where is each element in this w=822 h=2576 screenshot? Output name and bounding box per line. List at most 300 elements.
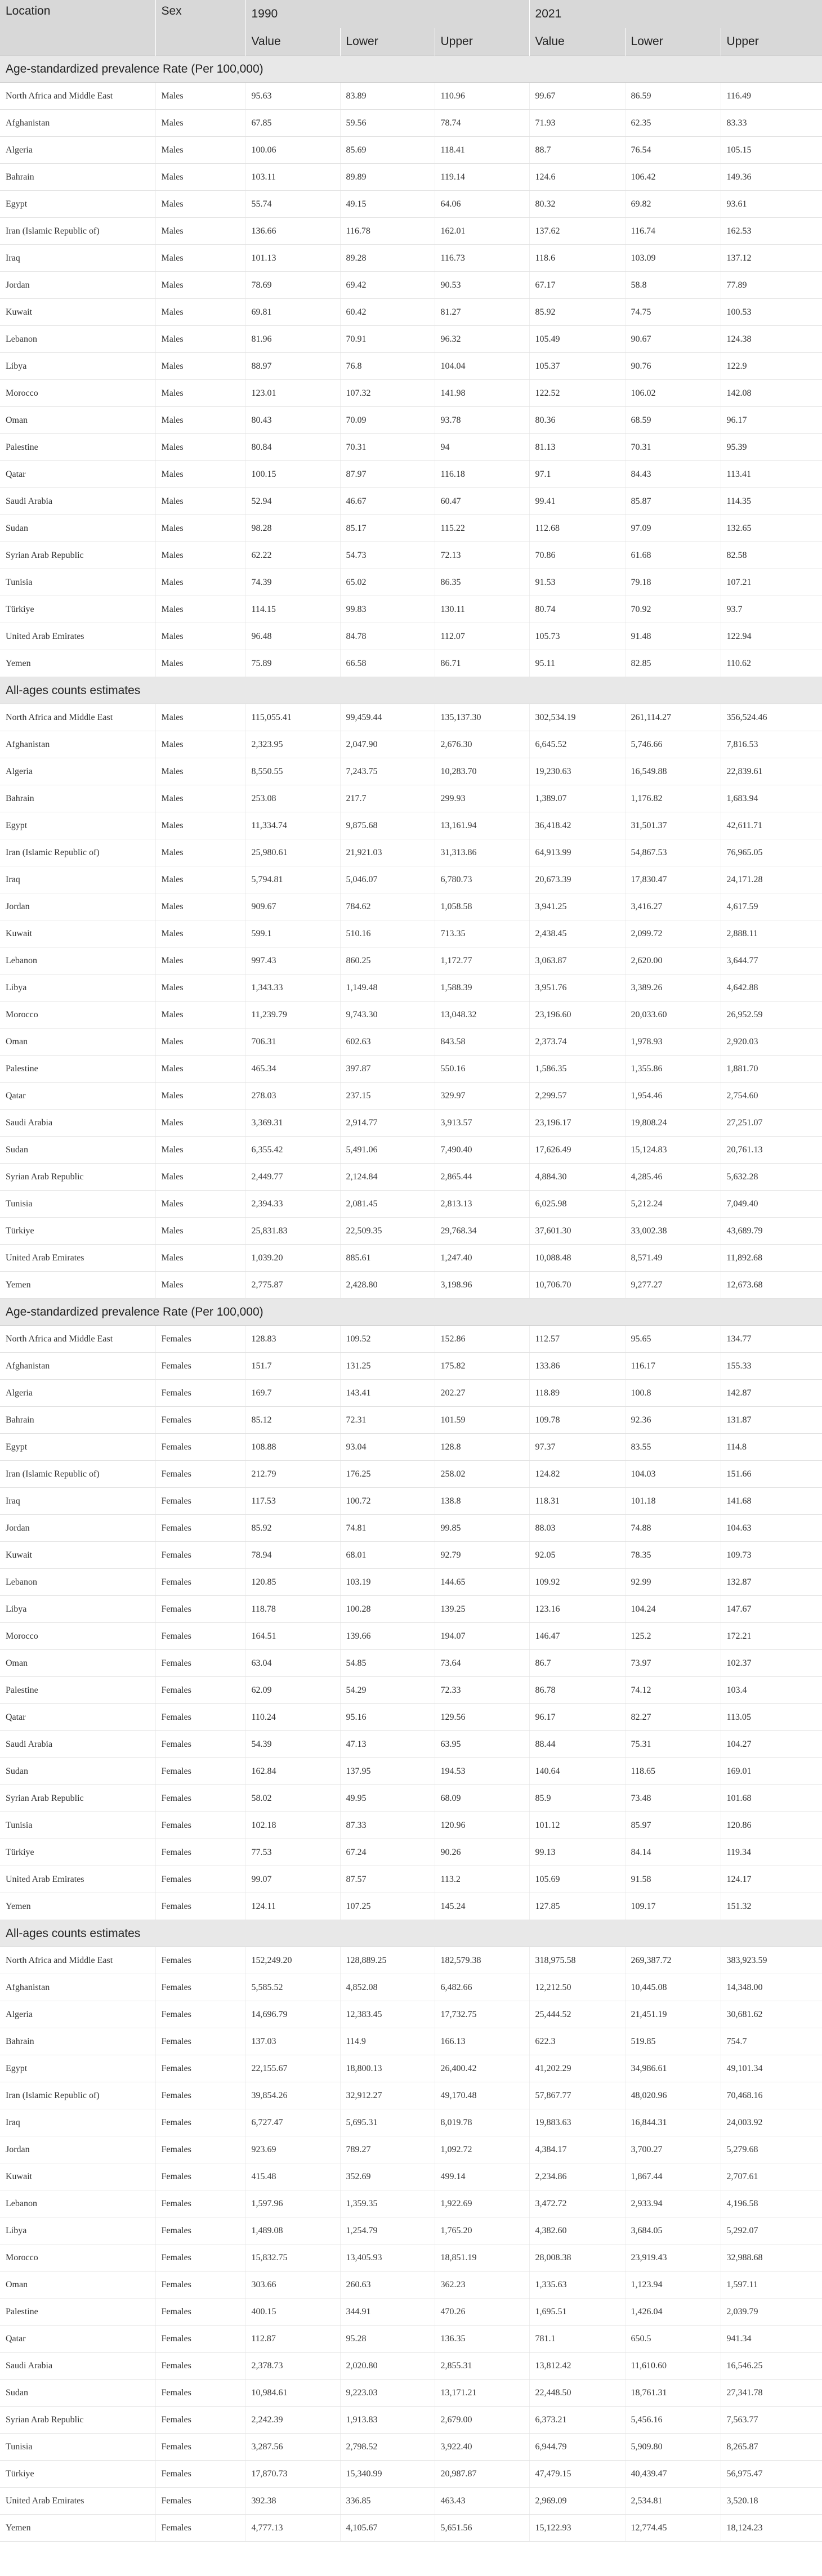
cell-lower-1990: 69.42 (340, 272, 435, 299)
cell-lower-2021: 20,033.60 (625, 1001, 721, 1028)
cell-sex: Females (155, 2163, 245, 2190)
table-row (0, 191, 822, 218)
cell-value-1990: 465.34 (245, 1056, 340, 1083)
cell-value-1990: 8,550.55 (245, 758, 340, 785)
cell-lower-2021: 86.59 (625, 83, 721, 110)
cell-sex: Males (155, 164, 245, 191)
cell-value-2021: 302,534.19 (529, 704, 625, 731)
cell-lower-1990: 59.56 (340, 110, 435, 137)
table-row (0, 2217, 822, 2244)
cell-sex: Males (155, 839, 245, 866)
cell-value-2021: 105.73 (529, 623, 625, 650)
cell-upper-1990: 99.85 (435, 1515, 529, 1542)
cell-value-1990: 11,334.74 (245, 812, 340, 839)
cell-location: Bahrain (0, 785, 155, 812)
cell-upper-1990: 3,922.40 (435, 2434, 529, 2461)
cell-sex: Males (155, 1272, 245, 1299)
cell-lower-2021: 5,212.24 (625, 1191, 721, 1218)
cell-value-2021: 23,196.17 (529, 1110, 625, 1137)
table-row (0, 2190, 822, 2217)
cell-lower-2021: 118.65 (625, 1758, 721, 1785)
cell-sex: Males (155, 1218, 245, 1245)
table-row (0, 164, 822, 191)
cell-lower-1990: 99.83 (340, 596, 435, 623)
cell-lower-2021: 69.82 (625, 191, 721, 218)
cell-upper-2021: 82.58 (721, 542, 822, 569)
cell-upper-1990: 94 (435, 434, 529, 461)
cell-lower-2021: 19,808.24 (625, 1110, 721, 1137)
cell-upper-2021: 120.86 (721, 1812, 822, 1839)
cell-upper-1990: 110.96 (435, 83, 529, 110)
cell-upper-1990: 2,855.31 (435, 2353, 529, 2380)
cell-upper-1990: 194.07 (435, 1623, 529, 1650)
cell-upper-2021: 24,171.28 (721, 866, 822, 893)
cell-lower-2021: 3,416.27 (625, 893, 721, 920)
cell-upper-1990: 1,247.40 (435, 1245, 529, 1272)
cell-location: Iran (Islamic Republic of) (0, 2082, 155, 2109)
cell-value-1990: 78.94 (245, 1542, 340, 1569)
cell-value-1990: 25,831.83 (245, 1218, 340, 1245)
cell-location: Jordan (0, 1515, 155, 1542)
cell-value-1990: 2,394.33 (245, 1191, 340, 1218)
cell-upper-1990: 116.73 (435, 245, 529, 272)
cell-upper-1990: 118.41 (435, 137, 529, 164)
cell-lower-2021: 85.97 (625, 1812, 721, 1839)
table-row (0, 2434, 822, 2461)
cell-value-2021: 99.13 (529, 1839, 625, 1866)
cell-upper-1990: 115.22 (435, 515, 529, 542)
cell-value-2021: 70.86 (529, 542, 625, 569)
cell-value-1990: 62.22 (245, 542, 340, 569)
table-row (0, 488, 822, 515)
table-row (0, 1812, 822, 1839)
cell-location: Oman (0, 407, 155, 434)
table-row (0, 2055, 822, 2082)
cell-lower-2021: 104.03 (625, 1461, 721, 1488)
cell-upper-1990: 120.96 (435, 1812, 529, 1839)
cell-upper-1990: 329.97 (435, 1083, 529, 1110)
header-value-1990: Value (245, 28, 340, 56)
cell-value-1990: 392.38 (245, 2488, 340, 2515)
cell-value-2021: 2,969.09 (529, 2488, 625, 2515)
table-row (0, 1974, 822, 2001)
cell-value-2021: 123.16 (529, 1596, 625, 1623)
table-row (0, 1515, 822, 1542)
table-row (0, 2244, 822, 2271)
cell-upper-1990: 93.78 (435, 407, 529, 434)
cell-sex: Females (155, 1461, 245, 1488)
cell-upper-2021: 155.33 (721, 1353, 822, 1380)
cell-upper-1990: 81.27 (435, 299, 529, 326)
cell-upper-2021: 5,632.28 (721, 1164, 822, 1191)
cell-value-1990: 67.85 (245, 110, 340, 137)
cell-lower-2021: 116.74 (625, 218, 721, 245)
cell-lower-2021: 125.2 (625, 1623, 721, 1650)
cell-upper-1990: 101.59 (435, 1407, 529, 1434)
cell-lower-1990: 5,695.31 (340, 2109, 435, 2136)
cell-lower-1990: 1,359.35 (340, 2190, 435, 2217)
section-title: Age-standardized prevalence Rate (Per 100,000) (0, 1299, 822, 1326)
cell-location: Saudi Arabia (0, 1731, 155, 1758)
cell-sex: Females (155, 2109, 245, 2136)
cell-value-2021: 25,444.52 (529, 2001, 625, 2028)
cell-sex: Males (155, 461, 245, 488)
cell-upper-2021: 93.7 (721, 596, 822, 623)
cell-upper-1990: 362.23 (435, 2271, 529, 2298)
table-row (0, 1191, 822, 1218)
table-row (0, 704, 822, 731)
cell-sex: Females (155, 1488, 245, 1515)
cell-sex: Males (155, 650, 245, 677)
cell-sex: Females (155, 2244, 245, 2271)
cell-lower-2021: 261,114.27 (625, 704, 721, 731)
cell-value-1990: 114.15 (245, 596, 340, 623)
cell-value-2021: 2,234.86 (529, 2163, 625, 2190)
cell-value-2021: 781.1 (529, 2325, 625, 2353)
cell-lower-1990: 54.73 (340, 542, 435, 569)
table-row (0, 1785, 822, 1812)
cell-upper-1990: 138.8 (435, 1488, 529, 1515)
cell-lower-2021: 90.76 (625, 353, 721, 380)
cell-upper-1990: 152.86 (435, 1326, 529, 1353)
cell-upper-2021: 93.61 (721, 191, 822, 218)
cell-sex: Females (155, 2488, 245, 2515)
cell-upper-1990: 2,813.13 (435, 1191, 529, 1218)
cell-value-1990: 54.39 (245, 1731, 340, 1758)
cell-value-1990: 997.43 (245, 947, 340, 974)
cell-value-2021: 47,479.15 (529, 2461, 625, 2488)
table-row (0, 1245, 822, 1272)
header-value-2021: Value (529, 28, 625, 56)
cell-upper-1990: 145.24 (435, 1893, 529, 1920)
cell-upper-1990: 470.26 (435, 2298, 529, 2325)
cell-location: Qatar (0, 1083, 155, 1110)
cell-sex: Females (155, 1812, 245, 1839)
cell-upper-2021: 4,642.88 (721, 974, 822, 1001)
cell-lower-1990: 12,383.45 (340, 2001, 435, 2028)
cell-value-2021: 92.05 (529, 1542, 625, 1569)
cell-location: United Arab Emirates (0, 623, 155, 650)
cell-sex: Females (155, 1596, 245, 1623)
cell-upper-1990: 31,313.86 (435, 839, 529, 866)
cell-sex: Females (155, 1569, 245, 1596)
cell-value-2021: 6,944.79 (529, 2434, 625, 2461)
cell-upper-1990: 18,851.19 (435, 2244, 529, 2271)
cell-upper-2021: 114.35 (721, 488, 822, 515)
cell-value-1990: 303.66 (245, 2271, 340, 2298)
cell-location: Afghanistan (0, 1974, 155, 2001)
cell-upper-1990: 1,092.72 (435, 2136, 529, 2163)
cell-lower-2021: 92.36 (625, 1407, 721, 1434)
cell-upper-2021: 941.34 (721, 2325, 822, 2353)
cell-lower-2021: 83.55 (625, 1434, 721, 1461)
cell-upper-2021: 131.87 (721, 1407, 822, 1434)
table-row (0, 83, 822, 110)
cell-lower-2021: 62.35 (625, 110, 721, 137)
cell-lower-2021: 519.85 (625, 2028, 721, 2055)
header-upper-2021: Upper (721, 28, 822, 56)
cell-lower-1990: 65.02 (340, 569, 435, 596)
cell-location: Yemen (0, 1893, 155, 1920)
cell-lower-1990: 83.89 (340, 83, 435, 110)
cell-value-2021: 67.17 (529, 272, 625, 299)
cell-sex: Females (155, 2515, 245, 2542)
cell-lower-2021: 9,277.27 (625, 1272, 721, 1299)
table-row (0, 1650, 822, 1677)
table-row (0, 569, 822, 596)
table-row (0, 1056, 822, 1083)
cell-upper-2021: 14,348.00 (721, 1974, 822, 2001)
cell-value-1990: 77.53 (245, 1839, 340, 1866)
table-row (0, 920, 822, 947)
cell-upper-2021: 151.66 (721, 1461, 822, 1488)
cell-value-2021: 1,695.51 (529, 2298, 625, 2325)
cell-lower-2021: 2,620.00 (625, 947, 721, 974)
cell-sex: Females (155, 2380, 245, 2407)
cell-upper-1990: 68.09 (435, 1785, 529, 1812)
cell-lower-1990: 1,254.79 (340, 2217, 435, 2244)
cell-sex: Females (155, 1947, 245, 1974)
cell-upper-1990: 90.53 (435, 272, 529, 299)
cell-value-2021: 88.44 (529, 1731, 625, 1758)
cell-value-1990: 117.53 (245, 1488, 340, 1515)
cell-lower-1990: 7,243.75 (340, 758, 435, 785)
cell-location: Kuwait (0, 920, 155, 947)
cell-lower-1990: 9,743.30 (340, 1001, 435, 1028)
table-row (0, 1488, 822, 1515)
cell-sex: Females (155, 1542, 245, 1569)
table-row (0, 1947, 822, 1974)
cell-lower-1990: 87.57 (340, 1866, 435, 1893)
cell-upper-1990: 128.8 (435, 1434, 529, 1461)
cell-lower-1990: 143.41 (340, 1380, 435, 1407)
cell-value-2021: 88.03 (529, 1515, 625, 1542)
cell-value-2021: 6,025.98 (529, 1191, 625, 1218)
table-row (0, 785, 822, 812)
table-row (0, 2028, 822, 2055)
cell-upper-2021: 27,341.78 (721, 2380, 822, 2407)
cell-value-2021: 4,382.60 (529, 2217, 625, 2244)
cell-location: Saudi Arabia (0, 2353, 155, 2380)
cell-upper-1990: 135,137.30 (435, 704, 529, 731)
cell-location: Sudan (0, 1137, 155, 1164)
table-row (0, 1839, 822, 1866)
cell-location: Oman (0, 2271, 155, 2298)
cell-value-1990: 96.48 (245, 623, 340, 650)
cell-location: Morocco (0, 1623, 155, 1650)
cell-sex: Males (155, 353, 245, 380)
cell-value-2021: 6,373.21 (529, 2407, 625, 2434)
cell-value-2021: 2,438.45 (529, 920, 625, 947)
cell-lower-2021: 61.68 (625, 542, 721, 569)
cell-upper-2021: 30,681.62 (721, 2001, 822, 2028)
table-row (0, 974, 822, 1001)
cell-upper-2021: 142.08 (721, 380, 822, 407)
cell-upper-1990: 5,651.56 (435, 2515, 529, 2542)
cell-value-1990: 1,489.08 (245, 2217, 340, 2244)
table-row (0, 245, 822, 272)
cell-value-2021: 97.37 (529, 1434, 625, 1461)
cell-value-1990: 123.01 (245, 380, 340, 407)
cell-location: North Africa and Middle East (0, 704, 155, 731)
cell-sex: Females (155, 1758, 245, 1785)
cell-value-2021: 96.17 (529, 1704, 625, 1731)
cell-value-2021: 109.92 (529, 1569, 625, 1596)
table-row (0, 434, 822, 461)
cell-lower-1990: 2,124.84 (340, 1164, 435, 1191)
cell-lower-1990: 66.58 (340, 650, 435, 677)
cell-upper-2021: 383,923.59 (721, 1947, 822, 1974)
table-row (0, 299, 822, 326)
cell-value-1990: 108.88 (245, 1434, 340, 1461)
cell-upper-2021: 32,988.68 (721, 2244, 822, 2271)
cell-value-2021: 1,335.63 (529, 2271, 625, 2298)
cell-lower-1990: 21,921.03 (340, 839, 435, 866)
cell-value-1990: 128.83 (245, 1326, 340, 1353)
cell-location: Türkiye (0, 2461, 155, 2488)
cell-upper-1990: 60.47 (435, 488, 529, 515)
cell-location: Kuwait (0, 2163, 155, 2190)
cell-sex: Females (155, 2407, 245, 2434)
cell-lower-1990: 85.69 (340, 137, 435, 164)
cell-upper-1990: 2,676.30 (435, 731, 529, 758)
table-row (0, 2163, 822, 2190)
cell-lower-1990: 107.32 (340, 380, 435, 407)
cell-lower-2021: 74.88 (625, 1515, 721, 1542)
section-header-row (0, 1920, 822, 1947)
cell-lower-1990: 137.95 (340, 1758, 435, 1785)
cell-lower-1990: 5,491.06 (340, 1137, 435, 1164)
cell-upper-1990: 843.58 (435, 1028, 529, 1056)
table-row (0, 1866, 822, 1893)
cell-value-2021: 318,975.58 (529, 1947, 625, 1974)
cell-value-1990: 85.12 (245, 1407, 340, 1434)
cell-upper-2021: 26,952.59 (721, 1001, 822, 1028)
cell-value-1990: 6,355.42 (245, 1137, 340, 1164)
cell-lower-2021: 2,933.94 (625, 2190, 721, 2217)
table-row (0, 1596, 822, 1623)
cell-value-1990: 69.81 (245, 299, 340, 326)
cell-upper-2021: 5,279.68 (721, 2136, 822, 2163)
cell-sex: Males (155, 893, 245, 920)
cell-lower-2021: 101.18 (625, 1488, 721, 1515)
cell-lower-1990: 18,800.13 (340, 2055, 435, 2082)
cell-value-2021: 19,883.63 (529, 2109, 625, 2136)
cell-location: Morocco (0, 380, 155, 407)
cell-value-2021: 4,884.30 (529, 1164, 625, 1191)
cell-value-2021: 20,673.39 (529, 866, 625, 893)
cell-upper-1990: 119.14 (435, 164, 529, 191)
cell-upper-2021: 100.53 (721, 299, 822, 326)
cell-value-2021: 97.1 (529, 461, 625, 488)
cell-upper-2021: 4,617.59 (721, 893, 822, 920)
cell-sex: Females (155, 2190, 245, 2217)
cell-lower-2021: 3,684.05 (625, 2217, 721, 2244)
cell-lower-2021: 12,774.45 (625, 2515, 721, 2542)
cell-sex: Males (155, 974, 245, 1001)
cell-upper-2021: 4,196.58 (721, 2190, 822, 2217)
table-row (0, 1407, 822, 1434)
cell-value-2021: 81.13 (529, 434, 625, 461)
table-row (0, 1028, 822, 1056)
cell-location: Libya (0, 1596, 155, 1623)
cell-upper-2021: 7,816.53 (721, 731, 822, 758)
cell-upper-2021: 83.33 (721, 110, 822, 137)
table-row (0, 218, 822, 245)
cell-lower-1990: 32,912.27 (340, 2082, 435, 2109)
cell-upper-1990: 63.95 (435, 1731, 529, 1758)
cell-value-1990: 2,775.87 (245, 1272, 340, 1299)
cell-upper-1990: 258.02 (435, 1461, 529, 1488)
table-row (0, 515, 822, 542)
cell-value-2021: 118.89 (529, 1380, 625, 1407)
cell-value-2021: 95.11 (529, 650, 625, 677)
cell-location: Libya (0, 2217, 155, 2244)
cell-location: Egypt (0, 1434, 155, 1461)
cell-value-1990: 2,378.73 (245, 2353, 340, 2380)
cell-lower-1990: 336.85 (340, 2488, 435, 2515)
cell-lower-1990: 89.89 (340, 164, 435, 191)
cell-lower-1990: 74.81 (340, 1515, 435, 1542)
table-row (0, 1137, 822, 1164)
section-title: All-ages counts estimates (0, 1920, 822, 1947)
cell-sex: Males (155, 596, 245, 623)
cell-value-2021: 71.93 (529, 110, 625, 137)
cell-upper-1990: 64.06 (435, 191, 529, 218)
cell-location: Türkiye (0, 1218, 155, 1245)
cell-upper-2021: 12,673.68 (721, 1272, 822, 1299)
cell-upper-2021: 1,597.11 (721, 2271, 822, 2298)
cell-value-2021: 137.62 (529, 218, 625, 245)
cell-upper-1990: 8,019.78 (435, 2109, 529, 2136)
cell-location: Afghanistan (0, 1353, 155, 1380)
cell-lower-2021: 109.17 (625, 1893, 721, 1920)
table-row (0, 1380, 822, 1407)
cell-value-2021: 105.49 (529, 326, 625, 353)
cell-upper-1990: 29,768.34 (435, 1218, 529, 1245)
cell-lower-2021: 17,830.47 (625, 866, 721, 893)
cell-upper-2021: 141.68 (721, 1488, 822, 1515)
cell-upper-2021: 2,039.79 (721, 2298, 822, 2325)
cell-upper-1990: 113.2 (435, 1866, 529, 1893)
cell-location: Iraq (0, 2109, 155, 2136)
cell-upper-2021: 101.68 (721, 1785, 822, 1812)
cell-lower-2021: 91.58 (625, 1866, 721, 1893)
cell-upper-1990: 1,588.39 (435, 974, 529, 1001)
table-row (0, 1569, 822, 1596)
cell-upper-1990: 13,048.32 (435, 1001, 529, 1028)
cell-location: Iran (Islamic Republic of) (0, 839, 155, 866)
cell-sex: Males (155, 1137, 245, 1164)
cell-value-2021: 2,373.74 (529, 1028, 625, 1056)
cell-location: Libya (0, 353, 155, 380)
cell-lower-2021: 269,387.72 (625, 1947, 721, 1974)
cell-lower-2021: 4,285.46 (625, 1164, 721, 1191)
cell-sex: Females (155, 1785, 245, 1812)
cell-lower-2021: 5,746.66 (625, 731, 721, 758)
cell-lower-2021: 18,761.31 (625, 2380, 721, 2407)
cell-value-2021: 112.68 (529, 515, 625, 542)
cell-upper-2021: 122.94 (721, 623, 822, 650)
cell-location: Iran (Islamic Republic of) (0, 218, 155, 245)
cell-value-2021: 101.12 (529, 1812, 625, 1839)
cell-value-1990: 6,727.47 (245, 2109, 340, 2136)
cell-sex: Males (155, 920, 245, 947)
cell-value-2021: 36,418.42 (529, 812, 625, 839)
cell-value-2021: 1,389.07 (529, 785, 625, 812)
cell-location: North Africa and Middle East (0, 1947, 155, 1974)
table-row (0, 758, 822, 785)
